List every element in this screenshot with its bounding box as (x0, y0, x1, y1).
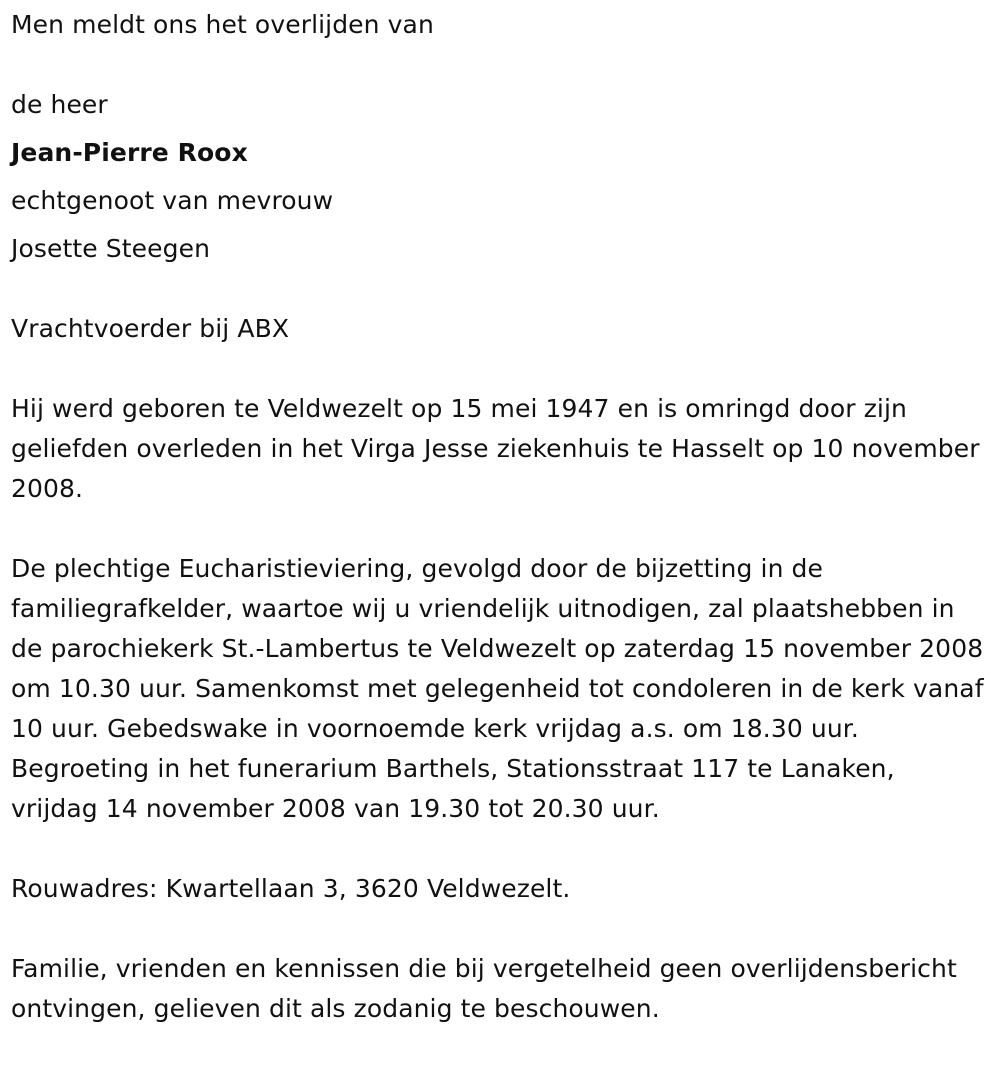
ceremony-paragraph: De plechtige Eucharistieviering, gevolgd door de bijzetting in de familiegrafkelder, waartoe wij u vriendelijk uitnodigen, zal plaatshebben in de parochiekerk St.-Lambertus te Veldwezelt op zaterdag 15 november 2008 om 10.30 uur. Samenkomst met gelegenheid tot condoleren in de kerk vanaf 10 uur. Gebedswake in voornoemde kerk vrijdag a.s. om 18.30 uur. Begroeting in het funerarium Barthels, Stationsstraat 117 te Lanaken, vrijdag 14 november 2008 van 19.30 tot 20.30 uur. (11, 554, 984, 823)
address-paragraph: Rouwadres: Kwartellaan 3, 3620 Veldwezelt. (11, 874, 571, 903)
closing-paragraph: Familie, vrienden en kennissen die bij vergetelheid geen overlijdensbericht ontvingen, gelieven dit als zodanig te beschouwen. (11, 954, 957, 1023)
spacer (11, 829, 986, 869)
occupation: Vrachtvoerder bij ABX (11, 314, 290, 343)
spacer (11, 909, 986, 949)
birth-death-paragraph: Hij werd geboren te Veldwezelt op 15 mei 1947 en is omringd door zijn geliefden overleden in het Virga Jesse ziekenhuis te Hasselt op 10 november 2008. (11, 394, 980, 503)
spacer (11, 509, 986, 549)
intro-line: Men meldt ons het overlijden van (11, 10, 434, 39)
spacer (11, 53, 986, 85)
spacer (11, 277, 986, 309)
death-notice (11, 5, 986, 1029)
title-line: de heer (11, 90, 108, 119)
deceased-name: Jean-Pierre Roox (11, 138, 248, 167)
spacer (11, 357, 986, 389)
spouse-name: Josette Steegen (11, 234, 211, 263)
spouse-label: echtgenoot van mevrouw (11, 186, 334, 215)
